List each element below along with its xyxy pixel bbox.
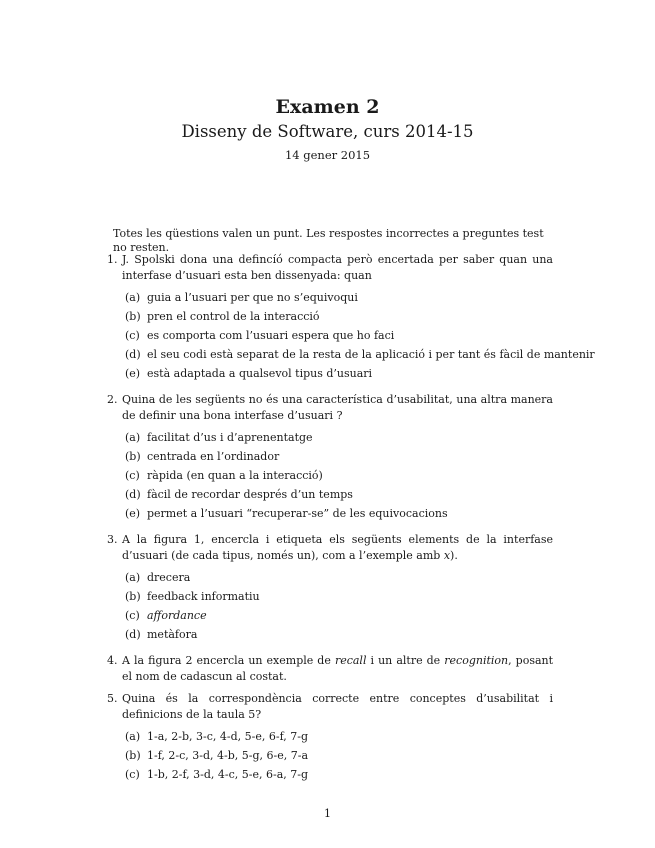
- question-4: [107, 653, 553, 684]
- answer-option: [122, 309, 553, 328]
- answer-option: [122, 449, 553, 468]
- answer-options: [122, 570, 553, 646]
- question-list: [107, 252, 595, 793]
- answer-option: [122, 506, 553, 525]
- question-text: [122, 653, 553, 684]
- answer-options: [122, 290, 595, 385]
- question-text: [122, 532, 553, 563]
- answer-option: [122, 570, 553, 589]
- option-text: guia a l’usuari per que no s’equivoqui: [147, 291, 358, 304]
- question-number: 1.: [107, 253, 118, 266]
- answer-option: [122, 468, 553, 487]
- option-label: (c): [125, 609, 140, 622]
- page-number: 1: [324, 807, 331, 820]
- question-1: [107, 252, 595, 385]
- option-label: (d): [125, 348, 141, 361]
- option-label: (a): [125, 730, 141, 743]
- question-text: Quina és la correspondència correcte entre conceptes d’usabilitat i definicions de la taula 5?: [122, 692, 553, 721]
- instructions: Totes les qüestions valen un punt. Les respostes incorrectes a preguntes test no resten.: [113, 227, 544, 254]
- question-number: 2.: [107, 393, 118, 406]
- option-label: (a): [125, 571, 141, 584]
- question-text: J. Spolski dona una defincíó compacta però encertada per saber quan una interfase d’usuari esta ben dissenyada: quan: [122, 253, 553, 282]
- option-text: permet a l’usuari “recuperar-se” de les equivocacions: [147, 507, 448, 520]
- answer-options: [122, 729, 553, 786]
- option-label: (c): [125, 768, 140, 781]
- option-text: es comporta com l’usuari espera que ho faci: [147, 329, 395, 342]
- answer-option: [122, 366, 553, 385]
- question-number: 5.: [107, 692, 118, 705]
- option-text: 1-f, 2-c, 3-d, 4-b, 5-g, 6-e, 7-a: [147, 749, 308, 762]
- question-text-part: i un altre de: [370, 654, 441, 667]
- option-label: (c): [125, 469, 140, 482]
- question-text-part: , posant el nom de cadascun al costat.: [122, 654, 554, 683]
- exam-title: Examen 2: [275, 96, 380, 118]
- option-text: centrada en l’ordinador: [147, 450, 280, 463]
- answer-options: [122, 430, 553, 525]
- answer-option: [122, 487, 553, 506]
- option-label: (d): [125, 628, 141, 641]
- exam-date: 14 gener 2015: [284, 148, 371, 162]
- question-text: Quina de les següents no és una característica d’usabilitat, una altra manera de definir una bona interfase d’usuari ?: [122, 393, 553, 422]
- course-subtitle: Disseny de Software, curs 2014-15: [181, 122, 474, 141]
- answer-option: [122, 729, 553, 748]
- question-text-part: ).: [450, 548, 458, 562]
- option-label: (c): [125, 329, 140, 342]
- answer-option: [122, 589, 553, 608]
- option-label: (b): [125, 590, 141, 603]
- option-text: metàfora: [147, 628, 198, 641]
- option-label: (d): [125, 488, 141, 501]
- option-text: feedback informatiu: [147, 590, 260, 603]
- question-text-part: A la figura 1, encercla i etiqueta els següents elements de la interfase d’usuari (de cada tipus, només un), com a l’exemple amb: [122, 533, 553, 562]
- answer-option: [122, 328, 553, 347]
- option-text: el seu codi està separat de la resta de la aplicació i per tant és fàcil de mantenir: [147, 348, 595, 361]
- variable-x: x: [443, 548, 451, 562]
- option-text: fàcil de recordar després d’un temps: [147, 488, 353, 501]
- option-label: (b): [125, 450, 141, 463]
- question-2: [107, 392, 553, 525]
- answer-option: [122, 290, 553, 309]
- question-number: 4.: [107, 654, 118, 667]
- option-label: (a): [125, 431, 141, 444]
- option-text: 1-b, 2-f, 3-d, 4-c, 5-e, 6-a, 7-g: [147, 768, 308, 781]
- option-label: (e): [125, 367, 141, 380]
- option-text: facilitat d’us i d’aprenentatge: [147, 431, 313, 444]
- answer-option: [122, 748, 553, 767]
- option-label: (e): [125, 507, 141, 520]
- option-text: està adaptada a qualsevol tipus d’usuari: [147, 367, 373, 380]
- option-label: (a): [125, 291, 141, 304]
- option-text: pren el control de la interacció: [147, 310, 320, 323]
- option-label: (b): [125, 749, 141, 762]
- answer-option: [122, 767, 553, 786]
- option-text: 1-a, 2-b, 3-c, 4-d, 5-e, 6-f, 7-g: [147, 730, 308, 743]
- question-5: [107, 691, 553, 786]
- answer-option: [122, 347, 595, 366]
- option-label: (b): [125, 310, 141, 323]
- question-3: [107, 532, 553, 646]
- term-recognition: recognition: [444, 654, 509, 667]
- answer-option: [122, 608, 553, 627]
- question-number: 3.: [107, 533, 118, 546]
- option-text: ràpida (en quan a la interacció): [147, 469, 323, 482]
- term-recall: recall: [334, 654, 367, 667]
- answer-option: [122, 627, 553, 646]
- answer-option: [122, 430, 553, 449]
- option-text: affordance: [147, 609, 207, 622]
- option-text: drecera: [147, 571, 191, 584]
- question-text-part: A la figura 2 encercla un exemple de: [122, 654, 331, 667]
